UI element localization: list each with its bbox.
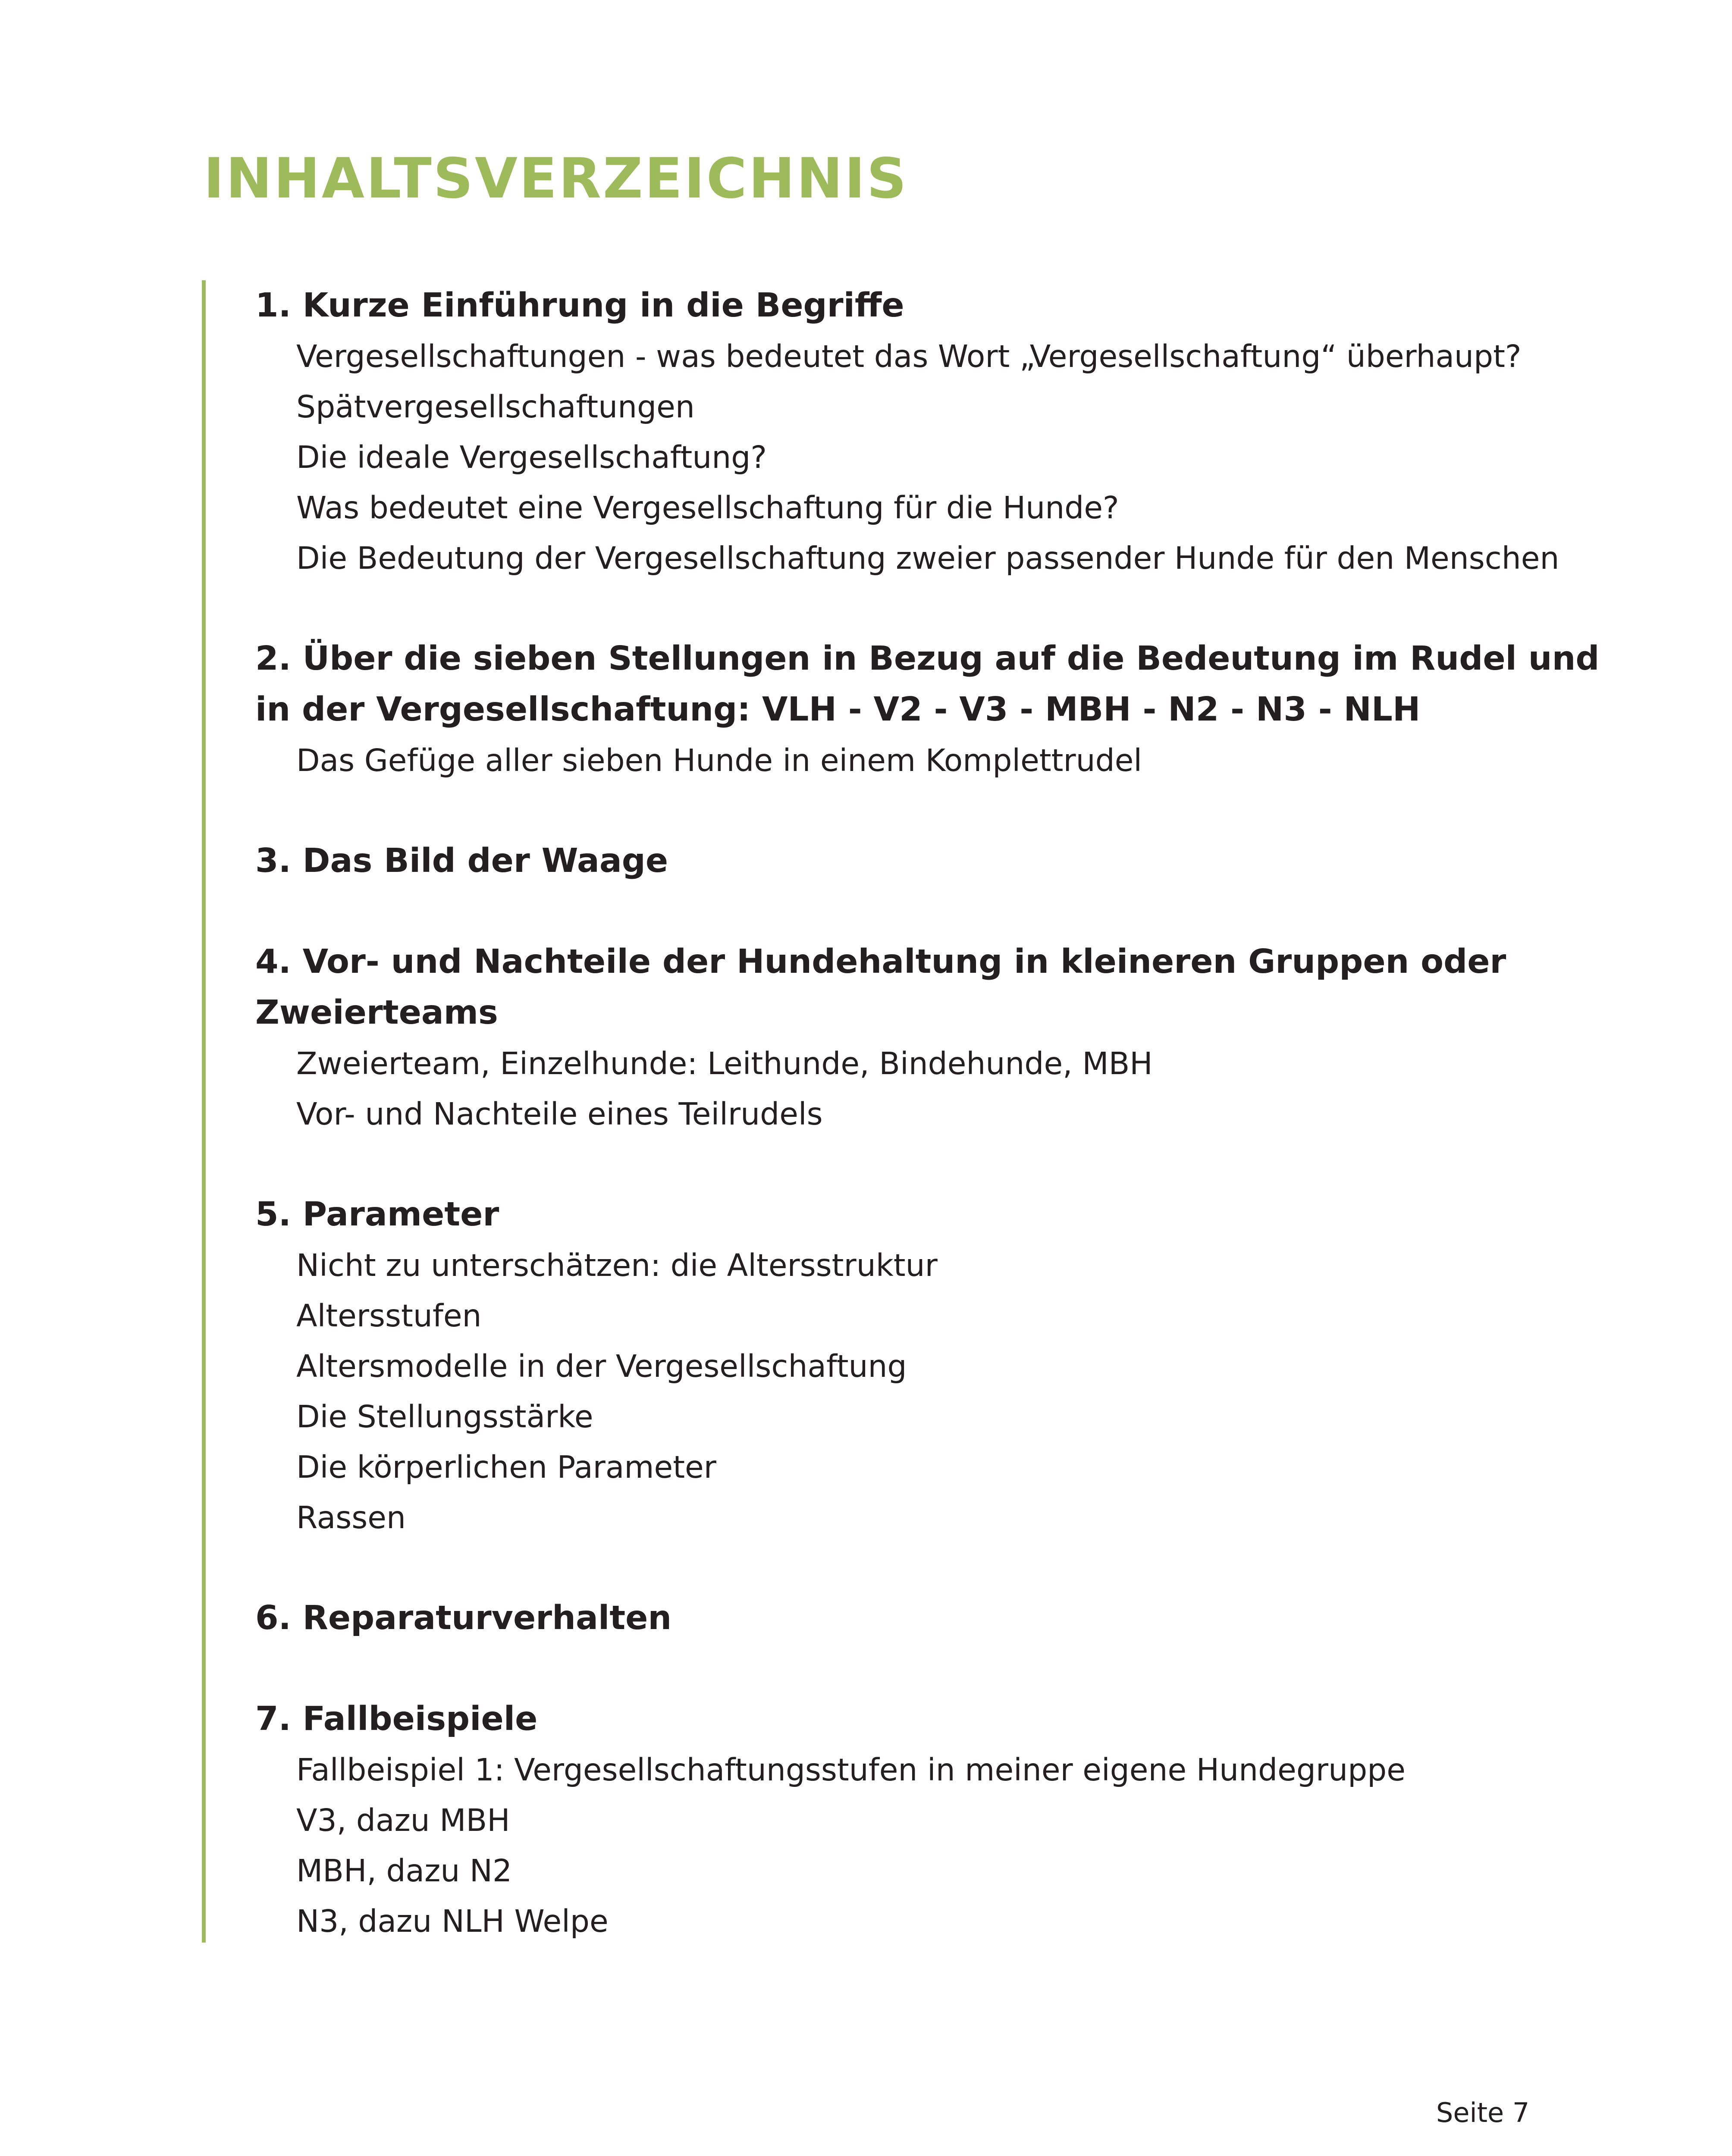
toc-entry: Die ideale Vergesellschaftung?: [296, 439, 767, 475]
page-title: INHALTSVERZEICHNIS: [204, 147, 908, 211]
toc-section-2: [255, 633, 1625, 786]
toc-entry: Rassen: [296, 1500, 406, 1536]
toc-entry: Nicht zu unterschätzen: die Altersstruktur: [296, 1247, 938, 1283]
toc-section-5: [255, 1189, 1625, 1543]
section-heading: 5. Parameter: [255, 1195, 499, 1234]
toc-entry: MBH, dazu N2: [296, 1853, 512, 1889]
toc-entry: N3, dazu NLH Welpe: [296, 1903, 609, 1939]
toc-entry: Was bedeutet eine Vergesellschaftung für die Hunde?: [296, 490, 1119, 526]
section-heading: 2. Über die sieben Stellungen in Bezug auf die Bedeutung im Rudel und in der Vergesellschaftung: VLH - V2 - V3 - MBH - N2 - N3 - NLH: [255, 639, 1600, 729]
toc-entry: Altersstufen: [296, 1298, 482, 1334]
section-heading: 6. Reparaturverhalten: [255, 1599, 672, 1637]
sub-entry-list: [255, 735, 1625, 786]
section-heading: 4. Vor- und Nachteile der Hundehaltung in kleineren Gruppen oder Zweierteams: [255, 943, 1506, 1032]
toc-section-3: [255, 836, 1625, 887]
toc-section-4: [255, 937, 1625, 1139]
sub-entry-list: [255, 1038, 1625, 1139]
toc-entry: Vor- und Nachteile eines Teilrudels: [296, 1096, 823, 1132]
sub-entry-list: [255, 1745, 1625, 1946]
toc-entry: Altersmodelle in der Vergesellschaftung: [296, 1348, 907, 1384]
toc-entry: Zweierteam, Einzelhunde: Leithunde, Bindehunde, MBH: [296, 1046, 1153, 1081]
toc-section-1: [255, 280, 1625, 583]
toc-entry: Spätvergesellschaftungen: [296, 389, 695, 425]
toc-entry: Vergesellschaftungen - was bedeutet das Wort „Vergesellschaftung“ überhaupt?: [296, 338, 1522, 374]
toc-entry: Fallbeispiel 1: Vergesellschaftungsstufen in meiner eigene Hundegruppe: [296, 1752, 1406, 1788]
toc-entry: Die körperlichen Parameter: [296, 1449, 716, 1485]
section-heading: 7. Fallbeispiele: [255, 1700, 538, 1738]
toc-entry: Die Stellungsstärke: [296, 1399, 593, 1435]
toc-entry: V3, dazu MBH: [296, 1802, 510, 1838]
section-heading: 3. Das Bild der Waage: [255, 842, 668, 880]
toc-section-7: [255, 1694, 1625, 1946]
toc-entry: Das Gefüge aller sieben Hunde in einem Komplettrudel: [296, 743, 1142, 778]
toc-entry: Die Bedeutung der Vergesellschaftung zweier passender Hunde für den Menschen: [296, 540, 1559, 576]
toc-section-6: [255, 1593, 1625, 1644]
section-heading: 1. Kurze Einführung in die Begriffe: [255, 286, 904, 325]
table-of-contents: [202, 280, 1625, 1943]
sub-entry-list: [255, 331, 1625, 583]
page-number: Seite 7: [1436, 2097, 1530, 2128]
sub-entry-list: [255, 1240, 1625, 1543]
